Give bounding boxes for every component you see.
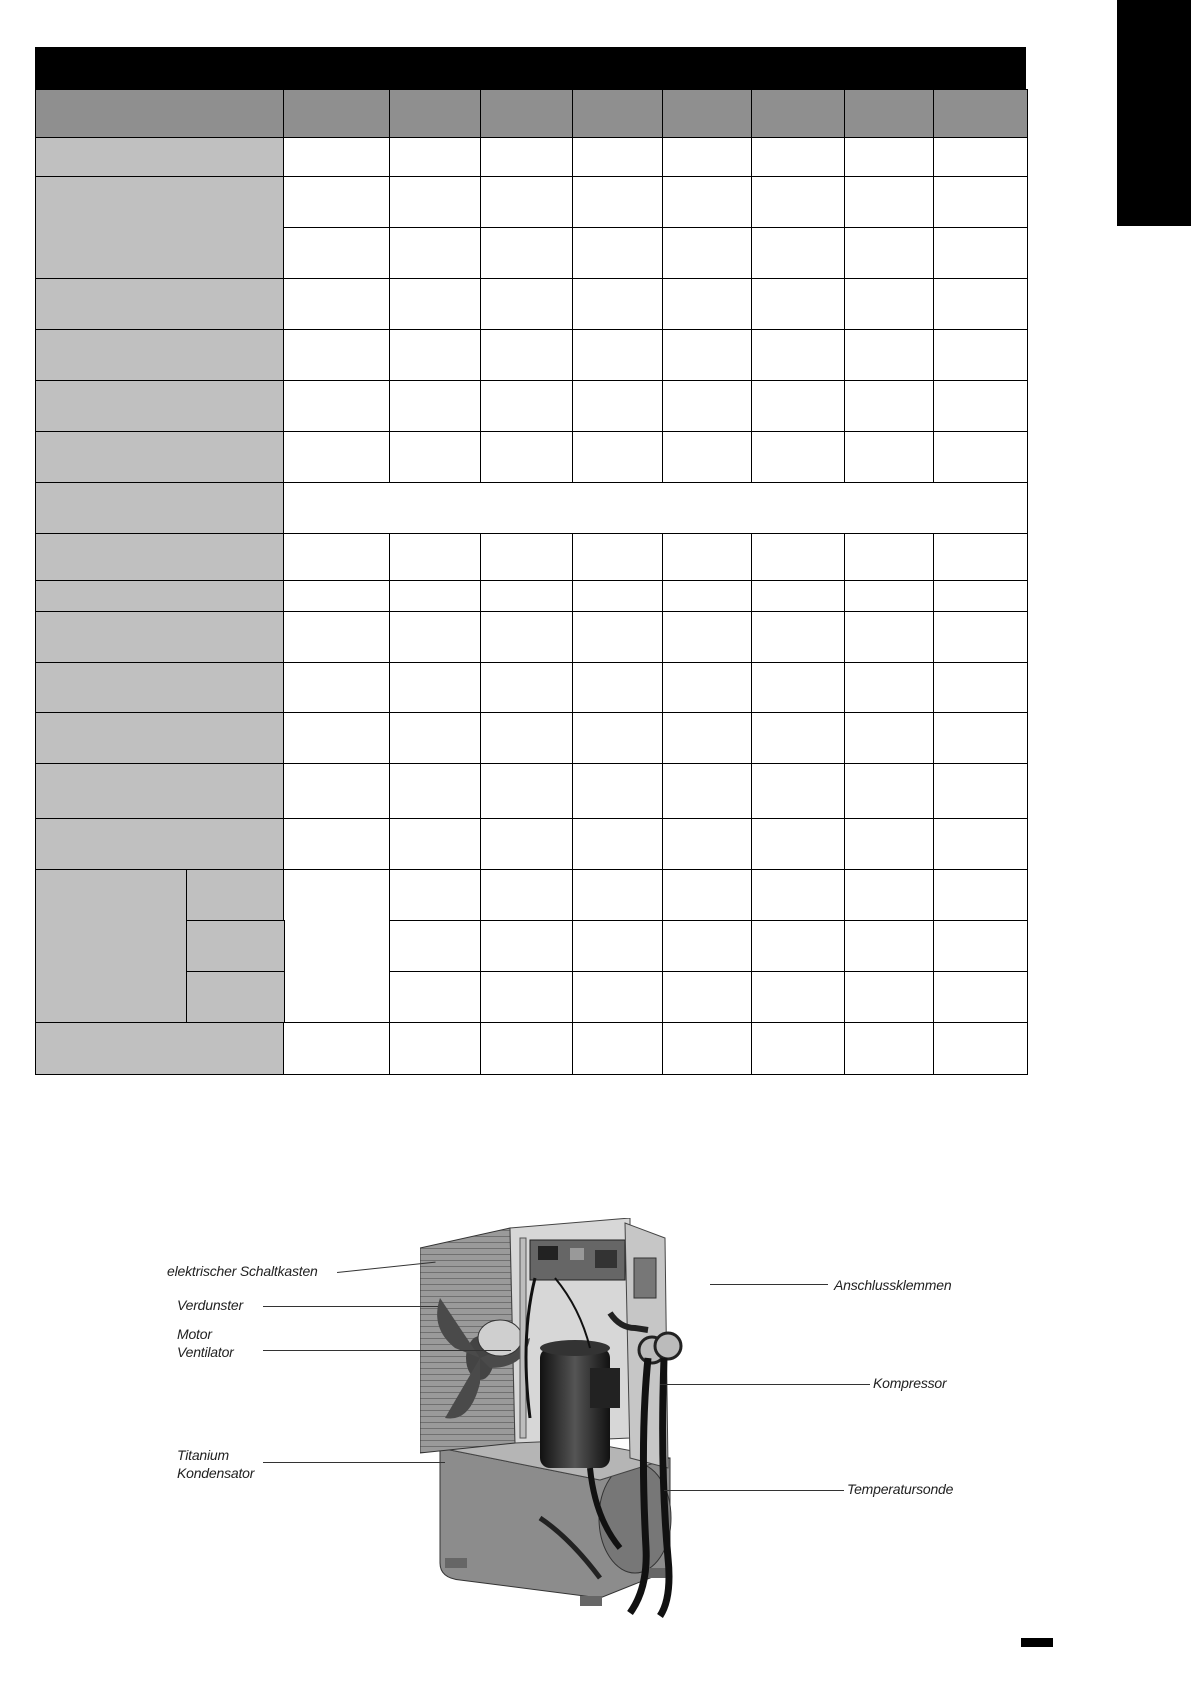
section-tab-marker [1117, 0, 1191, 226]
table-cell [389, 869, 482, 922]
table-cell [751, 533, 846, 582]
table-cell [480, 818, 574, 871]
table-cell [389, 380, 482, 433]
table-cell [844, 431, 935, 484]
table-cell [283, 431, 391, 484]
table-cell [751, 920, 846, 973]
table-cell [844, 611, 935, 664]
table-header-cell [572, 89, 664, 139]
table-row-label [35, 137, 285, 178]
table-cell [751, 763, 846, 820]
table-cell [751, 329, 846, 382]
table-subrow-label [186, 869, 285, 922]
table-cell [480, 431, 574, 484]
table-cell [389, 176, 482, 229]
table-row-label [35, 431, 285, 484]
table-cell [283, 611, 391, 664]
table-cell [751, 137, 846, 178]
table-cell [480, 920, 574, 973]
table-header-cell [389, 89, 482, 139]
table-cell [662, 380, 753, 433]
table-cell [480, 712, 574, 765]
table-cell [844, 227, 935, 280]
table-cell [283, 763, 391, 820]
table-cell [572, 431, 664, 484]
table-cell [751, 227, 846, 280]
table-cell [933, 431, 1028, 484]
table-cell [662, 137, 753, 178]
table-cell [389, 329, 482, 382]
table-cell [283, 580, 391, 613]
table-cell [662, 1022, 753, 1075]
table-cell [480, 971, 574, 1024]
table-cell [480, 533, 574, 582]
table-cell [283, 329, 391, 382]
table-cell [933, 176, 1028, 229]
table-cell [572, 1022, 664, 1075]
table-cell [844, 176, 935, 229]
table-cell [844, 662, 935, 714]
table-header-cell [933, 89, 1028, 139]
specification-table [35, 47, 1026, 1129]
table-cell [933, 818, 1028, 871]
table-row-label [35, 712, 285, 765]
table-cell [662, 662, 753, 714]
table-cell [572, 971, 664, 1024]
table-cell [662, 580, 753, 613]
table-row-label [35, 329, 285, 382]
table-subrow-label [186, 920, 285, 973]
table-cell [389, 611, 482, 664]
table-cell [933, 763, 1028, 820]
table-row-label [35, 1022, 285, 1075]
table-cell-merged [283, 869, 391, 1024]
table-cell [662, 869, 753, 922]
table-cell [933, 662, 1028, 714]
table-row-label [35, 662, 285, 714]
leader-condenser [263, 1462, 445, 1463]
table-cell [283, 227, 391, 280]
table-cell [933, 580, 1028, 613]
table-cell [283, 533, 391, 582]
table-cell [572, 278, 664, 331]
label-evaporator: Verdunster [177, 1297, 243, 1313]
table-cell [844, 818, 935, 871]
table-cell [480, 329, 574, 382]
table-header-cell [662, 89, 753, 139]
table-cell [933, 869, 1028, 922]
label-electrical-box: elektrischer Schaltkasten [167, 1263, 318, 1279]
table-cell [283, 137, 391, 178]
table-cell [389, 580, 482, 613]
table-cell [751, 278, 846, 331]
table-cell [480, 662, 574, 714]
table-cell [751, 818, 846, 871]
table-cell-merged [283, 482, 1028, 535]
table-cell [933, 611, 1028, 664]
table-cell [751, 380, 846, 433]
table-cell [389, 712, 482, 765]
table-cell [480, 763, 574, 820]
table-cell [572, 227, 664, 280]
table-cell [844, 380, 935, 433]
table-cell [480, 137, 574, 178]
table-cell [751, 611, 846, 664]
label-compressor: Kompressor [873, 1375, 947, 1391]
table-cell [662, 920, 753, 973]
table-cell [572, 580, 664, 613]
table-header-cell [844, 89, 935, 139]
table-cell [572, 763, 664, 820]
table-header-cell [480, 89, 574, 139]
leader-evaporator [263, 1306, 438, 1307]
table-cell [933, 533, 1028, 582]
table-cell [389, 971, 482, 1024]
label-temperature-probe: Temperatursonde [847, 1481, 954, 1497]
table-row-label [35, 380, 285, 433]
leader-terminals [710, 1284, 828, 1285]
table-cell [480, 380, 574, 433]
table-cell [283, 712, 391, 765]
table-cell [844, 712, 935, 765]
table-cell [933, 971, 1028, 1024]
table-cell [480, 580, 574, 613]
table-header-label-cell [35, 89, 285, 139]
table-row-label [35, 611, 285, 664]
table-row-label [35, 533, 285, 582]
table-cell [283, 380, 391, 433]
table-cell [389, 763, 482, 820]
table-cell [751, 662, 846, 714]
leader-motor-fan [263, 1350, 511, 1351]
table-cell [933, 380, 1028, 433]
table-cell [751, 176, 846, 229]
table-cell [844, 137, 935, 178]
table-cell [751, 869, 846, 922]
table-title-bar [35, 47, 1026, 89]
table-subrow-label [186, 971, 285, 1024]
table-cell [572, 611, 664, 664]
table-cell [572, 137, 664, 178]
label-condenser: Kondensator [177, 1465, 255, 1481]
table-cell [751, 580, 846, 613]
table-cell [844, 971, 935, 1024]
label-fan: Ventilator [177, 1344, 234, 1360]
table-cell [844, 278, 935, 331]
table-cell [480, 278, 574, 331]
table-cell [662, 763, 753, 820]
table-header-cell [283, 89, 391, 139]
leader-compressor [660, 1384, 870, 1385]
table-cell [844, 1022, 935, 1075]
table-cell [572, 869, 664, 922]
table-cell [751, 1022, 846, 1075]
table-cell [572, 176, 664, 229]
table-cell [389, 818, 482, 871]
table-cell [662, 431, 753, 484]
table-cell [572, 533, 664, 582]
page-number-marker [1021, 1638, 1053, 1647]
table-cell [751, 971, 846, 1024]
table-cell [751, 712, 846, 765]
table-cell [283, 1022, 391, 1075]
table-cell [389, 1022, 482, 1075]
table-header-cell [751, 89, 846, 139]
leader-temperature-probe [664, 1490, 844, 1491]
table-cell [844, 920, 935, 973]
table-cell [480, 176, 574, 229]
table-cell [751, 431, 846, 484]
table-cell [933, 1022, 1028, 1075]
table-cell [389, 278, 482, 331]
table-cell [572, 818, 664, 871]
label-terminals: Anschlussklemmen [834, 1277, 952, 1293]
table-row-label [35, 176, 285, 280]
table-cell [283, 176, 391, 229]
table-row-label [35, 580, 285, 613]
table-cell [662, 971, 753, 1024]
table-cell [389, 431, 482, 484]
table-cell [844, 763, 935, 820]
table-cell [572, 329, 664, 382]
table-cell [662, 818, 753, 871]
table-cell [480, 611, 574, 664]
table-cell [389, 137, 482, 178]
table-cell [662, 712, 753, 765]
table-cell [572, 380, 664, 433]
table-cell [283, 818, 391, 871]
table-cell [933, 278, 1028, 331]
table-cell [480, 1022, 574, 1075]
table-row-label [35, 763, 285, 820]
table-cell [283, 278, 391, 331]
table-cell [933, 329, 1028, 382]
table-cell [389, 533, 482, 582]
table-cell [572, 712, 664, 765]
table-cell [389, 662, 482, 714]
heat-pump-photo [420, 1218, 726, 1618]
table-cell [480, 869, 574, 922]
table-cell [572, 662, 664, 714]
table-cell [572, 920, 664, 973]
table-cell [662, 278, 753, 331]
table-cell [933, 137, 1028, 178]
table-cell [844, 869, 935, 922]
table-row-label [35, 482, 285, 535]
table-cell [662, 176, 753, 229]
table-cell [389, 227, 482, 280]
label-titanium: Titanium [177, 1447, 229, 1463]
table-row-label [35, 818, 285, 871]
table-cell [662, 611, 753, 664]
table-cell [662, 533, 753, 582]
table-cell [662, 227, 753, 280]
table-cell [662, 329, 753, 382]
table-cell [844, 329, 935, 382]
table-cell [844, 580, 935, 613]
table-cell [844, 533, 935, 582]
table-cell [933, 712, 1028, 765]
table-cell [933, 920, 1028, 973]
table-cell [480, 227, 574, 280]
table-group-label [35, 869, 188, 1024]
table-cell [389, 920, 482, 973]
table-row-label [35, 278, 285, 331]
table-cell [283, 662, 391, 714]
table-cell [933, 227, 1028, 280]
label-motor: Motor [177, 1326, 212, 1342]
